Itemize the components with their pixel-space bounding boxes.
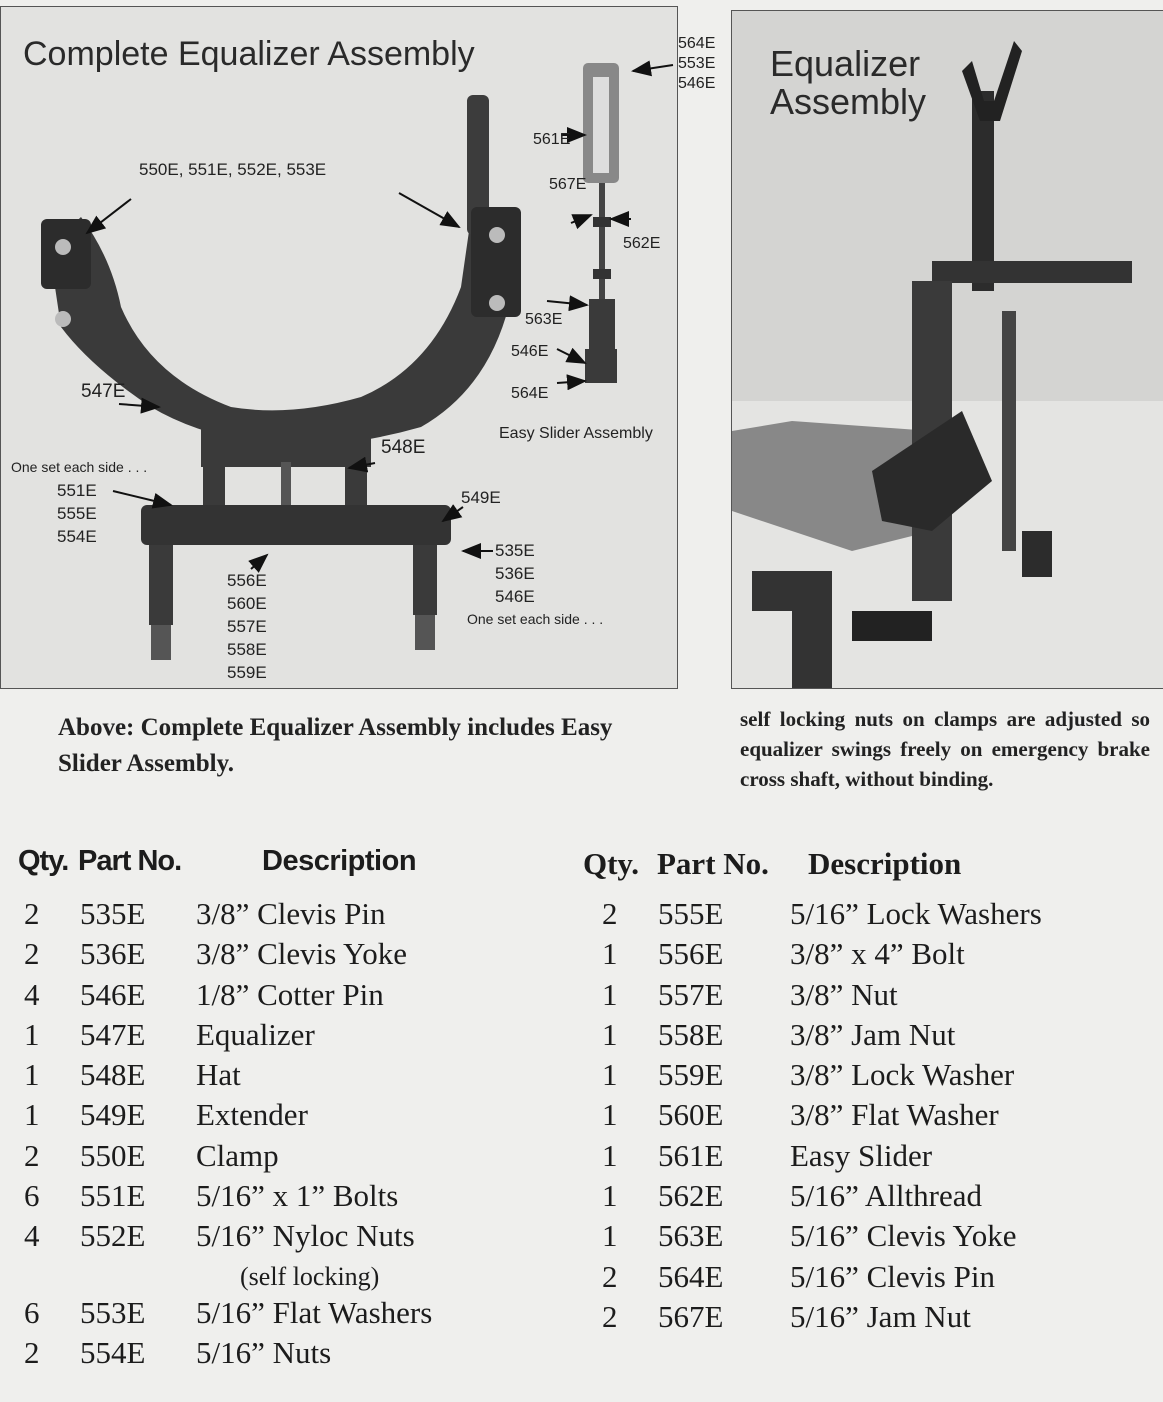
description: Hat bbox=[196, 1057, 241, 1093]
part-number: 536E bbox=[80, 936, 146, 972]
table-row bbox=[590, 1136, 1160, 1176]
description-note: (self locking) bbox=[240, 1261, 380, 1291]
center-set-label: 559E bbox=[227, 663, 267, 682]
table-row bbox=[590, 1297, 1160, 1337]
description: 5/16” x 1” Bolts bbox=[196, 1178, 399, 1214]
qty: 1 bbox=[602, 1137, 618, 1173]
slider-top-label: 564E bbox=[678, 35, 716, 52]
slider-top-label: 553E bbox=[678, 55, 716, 72]
part-number: 535E bbox=[80, 896, 146, 931]
qty: 2 bbox=[24, 896, 40, 931]
left-desc-header: Description bbox=[262, 845, 417, 877]
qty: 1 bbox=[602, 1016, 618, 1052]
description: Easy Slider bbox=[790, 1137, 933, 1173]
description: 3/8” Clevis Pin bbox=[196, 896, 386, 931]
left-set-label: 554E bbox=[57, 527, 97, 546]
slider-563-label: 563E bbox=[525, 311, 563, 328]
slider-562-label: 562E bbox=[623, 235, 661, 252]
qty: 1 bbox=[24, 1057, 40, 1093]
right-set-label: 546E bbox=[495, 587, 535, 606]
description: 3/8” x 4” Bolt bbox=[790, 936, 965, 972]
center-set-label: 558E bbox=[227, 640, 267, 659]
qty: 4 bbox=[24, 1218, 40, 1254]
description: Equalizer bbox=[196, 1016, 315, 1052]
qty: 1 bbox=[602, 1057, 618, 1093]
qty: 1 bbox=[602, 1097, 618, 1133]
slider-561-label: 561E bbox=[533, 131, 571, 148]
qty: 1 bbox=[602, 976, 618, 1012]
description: 5/16” Lock Washers bbox=[790, 896, 1042, 931]
left-photo-title: Complete Equalizer Assembly bbox=[23, 35, 475, 73]
qty: 1 bbox=[24, 1016, 40, 1052]
description: 1/8” Cotter Pin bbox=[196, 976, 384, 1012]
qty: 4 bbox=[24, 976, 40, 1012]
left-part-header: Part No. bbox=[78, 845, 182, 877]
table-row bbox=[0, 1055, 560, 1095]
part-number: 551E bbox=[80, 1178, 146, 1214]
left-qty-header: Qty. bbox=[18, 845, 69, 877]
description: 5/16” Jam Nut bbox=[790, 1298, 971, 1334]
part-number: 562E bbox=[658, 1178, 724, 1214]
table-row-note bbox=[0, 1257, 560, 1293]
table-row bbox=[0, 1176, 560, 1216]
table-row bbox=[0, 1293, 560, 1333]
description: 5/16” Flat Washers bbox=[196, 1294, 433, 1330]
right-set-labels bbox=[495, 539, 535, 608]
description: 3/8” Jam Nut bbox=[790, 1016, 956, 1052]
left-caption: Above: Complete Equalizer Assembly includes Easy Slider Assembly. bbox=[58, 714, 613, 777]
slider-564-label: 564E bbox=[511, 385, 549, 402]
right-photo-title-line2: Assembly bbox=[770, 81, 927, 122]
right-desc-header: Description bbox=[808, 846, 962, 881]
description: 5/16” Allthread bbox=[790, 1178, 982, 1214]
part-number: 554E bbox=[80, 1334, 146, 1370]
right-set-label: 535E bbox=[495, 541, 535, 560]
part-number: 564E bbox=[658, 1258, 724, 1294]
qty: 1 bbox=[602, 1178, 618, 1214]
qty: 1 bbox=[602, 1218, 618, 1254]
center-set-label: 557E bbox=[227, 617, 267, 636]
description: 3/8” Lock Washer bbox=[790, 1057, 1015, 1093]
description: 3/8” Clevis Yoke bbox=[196, 936, 407, 972]
table-row bbox=[0, 934, 560, 974]
slider-top-labels bbox=[678, 34, 715, 94]
part-number: 559E bbox=[658, 1057, 724, 1093]
right-set-label: 536E bbox=[495, 564, 535, 583]
equalizer-label: 547E bbox=[81, 381, 126, 402]
qty: 2 bbox=[602, 1298, 618, 1334]
right-photo-title-line1: Equalizer bbox=[770, 43, 921, 84]
description: 3/8” Nut bbox=[790, 976, 898, 1012]
qty: 2 bbox=[24, 936, 40, 972]
description: 5/16” Nyloc Nuts bbox=[196, 1218, 415, 1254]
complete-equalizer-photo bbox=[0, 6, 678, 689]
part-number: 556E bbox=[658, 936, 724, 972]
qty: 2 bbox=[24, 1334, 40, 1370]
extender-label: 549E bbox=[461, 488, 501, 507]
description: 3/8” Flat Washer bbox=[790, 1097, 999, 1133]
hat-label: 548E bbox=[381, 437, 426, 458]
table-row bbox=[590, 934, 1160, 974]
table-row bbox=[0, 1095, 560, 1135]
qty: 6 bbox=[24, 1178, 40, 1214]
qty: 1 bbox=[602, 936, 618, 972]
part-number: 563E bbox=[658, 1218, 724, 1254]
right-caption: self locking nuts on clamps are adjusted so equalizer swings freely on emergency brake cross shaft, without binding. bbox=[740, 707, 1150, 791]
table-row bbox=[0, 894, 560, 934]
slider-546-label: 546E bbox=[511, 343, 549, 360]
description: 5/16” Nuts bbox=[196, 1334, 332, 1370]
right-part-header: Part No. bbox=[657, 846, 769, 881]
left-set-labels bbox=[57, 479, 97, 548]
qty: 2 bbox=[24, 1137, 40, 1173]
description: 5/16” Clevis Yoke bbox=[790, 1218, 1017, 1254]
part-number: 550E bbox=[80, 1137, 146, 1173]
table-row bbox=[590, 1055, 1160, 1095]
center-set-label: 560E bbox=[227, 594, 267, 613]
part-number: 549E bbox=[80, 1097, 146, 1133]
parts-list-left bbox=[0, 894, 560, 1373]
qty: 6 bbox=[24, 1294, 40, 1330]
part-number: 561E bbox=[658, 1137, 724, 1173]
set-note-left: One set each side . . . bbox=[11, 459, 148, 475]
right-qty-header: Qty. bbox=[583, 846, 639, 881]
part-number: 546E bbox=[80, 976, 146, 1012]
table-row bbox=[0, 1216, 560, 1256]
table-row bbox=[0, 975, 560, 1015]
set-note-right: One set each side . . . bbox=[467, 611, 604, 627]
slider-top-label: 546E bbox=[678, 75, 716, 92]
equalizer-illustration bbox=[1, 7, 677, 688]
part-number: 548E bbox=[80, 1057, 146, 1093]
part-number: 552E bbox=[80, 1218, 146, 1254]
table-row bbox=[590, 1015, 1160, 1055]
part-number: 567E bbox=[658, 1298, 724, 1334]
table-row bbox=[0, 1015, 560, 1055]
description: 5/16” Clevis Pin bbox=[790, 1258, 995, 1294]
table-row bbox=[590, 894, 1160, 934]
qty: 2 bbox=[602, 896, 618, 931]
table-row bbox=[590, 1257, 1160, 1297]
table-row bbox=[0, 1136, 560, 1176]
center-set-labels bbox=[227, 569, 267, 684]
slider-567-label: 567E bbox=[549, 176, 587, 193]
table-row bbox=[590, 1095, 1160, 1135]
parts-list-right bbox=[590, 894, 1160, 1337]
table-row bbox=[590, 1216, 1160, 1256]
description: Clamp bbox=[196, 1137, 279, 1173]
qty: 1 bbox=[24, 1097, 40, 1133]
table-row bbox=[590, 1176, 1160, 1216]
description: Extender bbox=[196, 1097, 308, 1133]
slider-assembly-label: Easy Slider Assembly bbox=[499, 425, 653, 442]
qty: 2 bbox=[602, 1258, 618, 1294]
part-number: 555E bbox=[658, 896, 724, 931]
part-number: 547E bbox=[80, 1016, 146, 1052]
part-number: 560E bbox=[658, 1097, 724, 1133]
table-row bbox=[590, 975, 1160, 1015]
part-number: 553E bbox=[80, 1294, 146, 1330]
part-number: 558E bbox=[658, 1016, 724, 1052]
equalizer-installed-photo bbox=[731, 10, 1163, 689]
clamp-parts-label: 550E, 551E, 552E, 553E bbox=[139, 160, 327, 179]
table-row bbox=[0, 1333, 560, 1373]
part-number: 557E bbox=[658, 976, 724, 1012]
center-set-label: 556E bbox=[227, 571, 267, 590]
left-set-label: 555E bbox=[57, 504, 97, 523]
left-set-label: 551E bbox=[57, 481, 97, 500]
